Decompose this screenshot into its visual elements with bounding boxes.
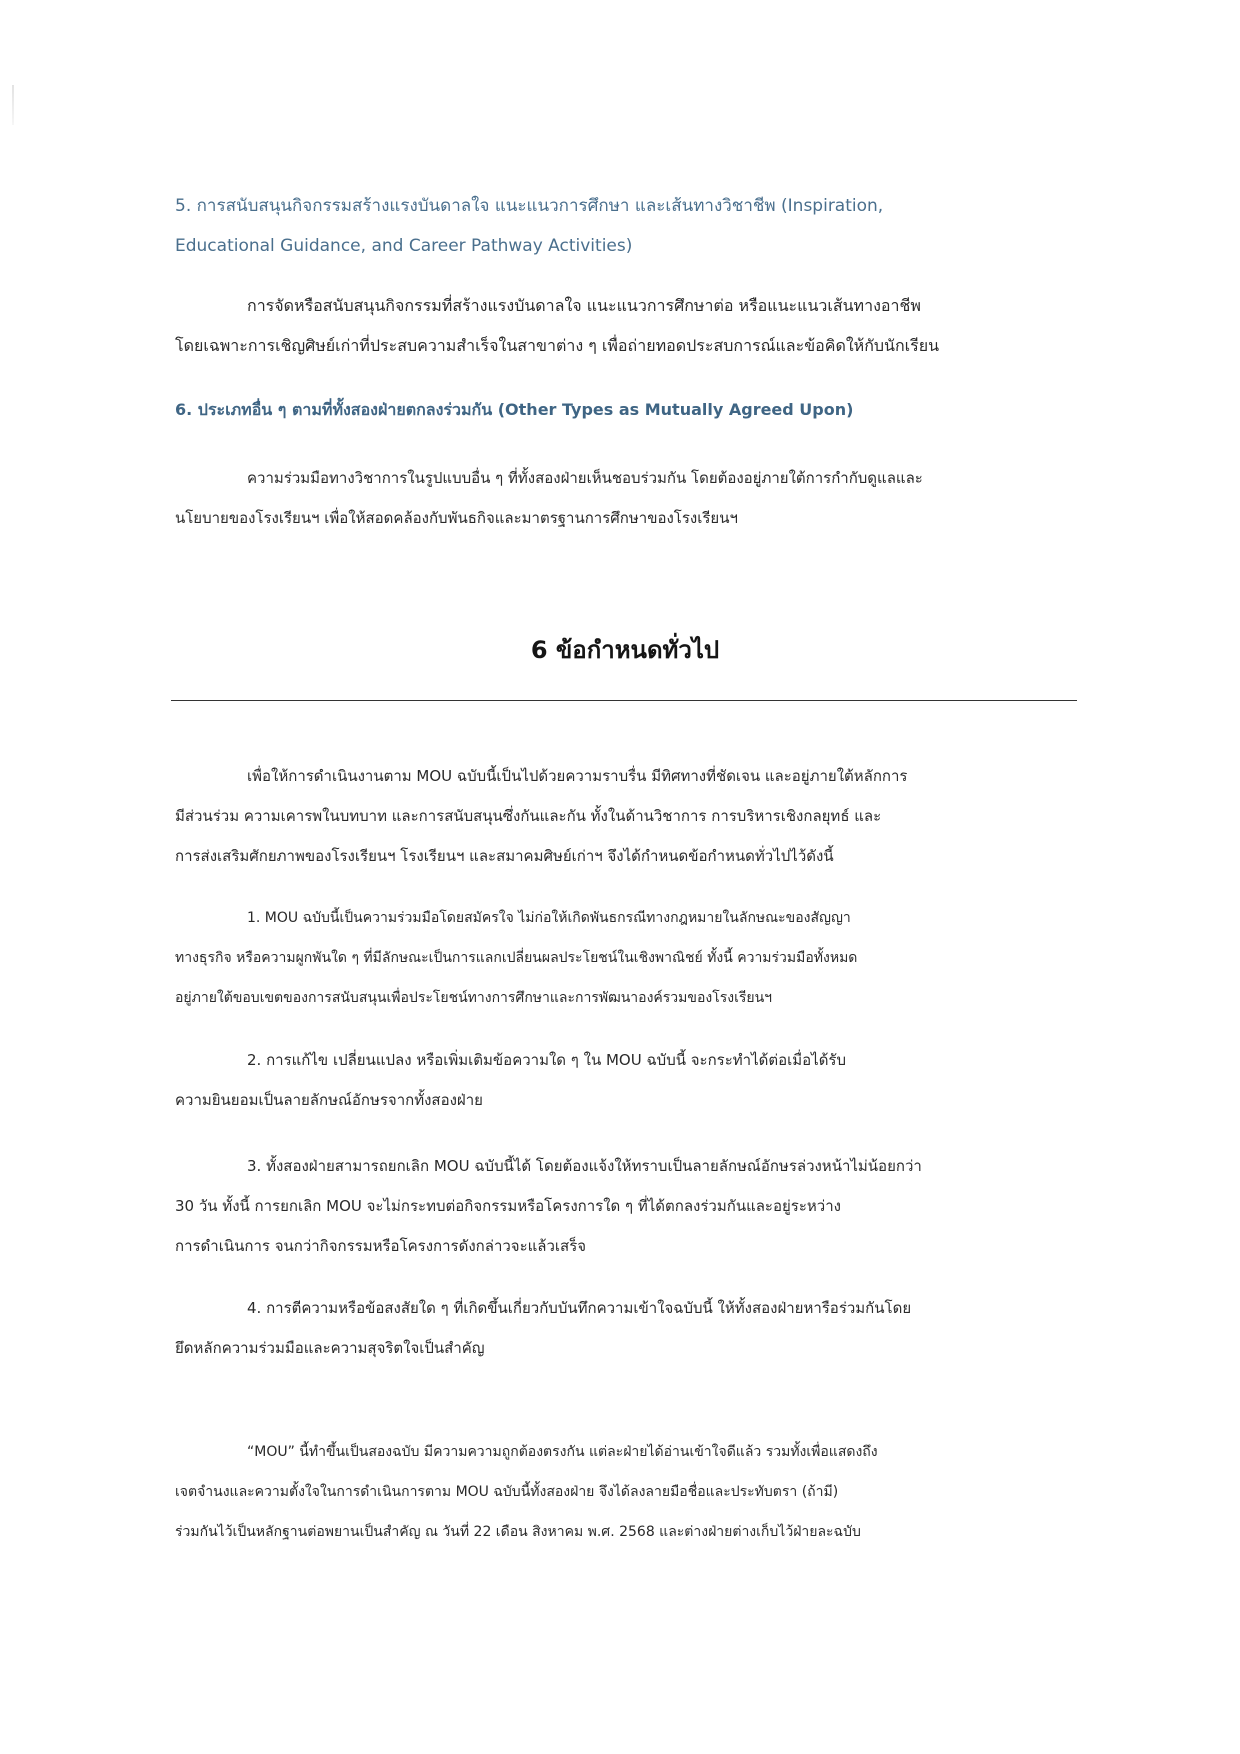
clause-1-line-1: 1. MOU ฉบับนี้เป็นความร่วมมือโดยสมัครใจ ไม่ก่อให้เกิดพันธกรณีทางกฎหมายในลักษณะของสัญญา [247, 910, 851, 926]
clause-3 [175, 1146, 1075, 1266]
clause-2-line-1: 2. การแก้ไข เปลี่ยนแปลง หรือเพิ่มเติมข้อความใด ๆ ใน MOU ฉบับนี้ จะกระทำได้ต่อเมื่อได้รับ [247, 1051, 847, 1069]
intro-paragraph [175, 756, 1075, 876]
section-5-heading-line-1: 5. การสนับสนุนกิจกรรมสร้างแรงบันดาลใจ แนะแนวการศึกษา และเส้นทางวิชาชีพ (Inspiration, [175, 196, 884, 216]
section-5-paragraph [175, 286, 1075, 366]
clause-1 [175, 898, 1075, 1018]
section-5-paragraph-line-2: โดยเฉพาะการเชิญศิษย์เก่าที่ประสบความสำเร็จในสาขาต่าง ๆ เพื่อถ่ายทอดประสบการณ์และข้อคิดให้กับนักเรียน [175, 336, 940, 355]
section-6-paragraph [175, 458, 1075, 538]
intro-line-3: การส่งเสริมศักยภาพของโรงเรียนฯ โรงเรียนฯ และสมาคมศิษย์เก่าฯ จึงได้กำหนดข้อกำหนดทั่วไปไว้ดังนี้ [175, 847, 834, 865]
intro-line-1: เพื่อให้การดำเนินงานตาม MOU ฉบับนี้เป็นไปด้วยความราบรื่น มีทิศทางที่ชัดเจน และอยู่ภายใต้หลักการ [247, 767, 908, 785]
title-divider [171, 700, 1077, 701]
section-6-heading [175, 390, 1075, 430]
clause-4-line-1: 4. การตีความหรือข้อสงสัยใด ๆ ที่เกิดขึ้นเกี่ยวกับบันทึกความเข้าใจฉบับนี้ ให้ทั้งสองฝ่ายหารือร่วมกันโดย [247, 1299, 912, 1317]
section-5-heading [175, 186, 1075, 266]
general-provisions-title: 6 ข้อกำหนดทั่วไป [530, 636, 720, 664]
closing-line-3: ร่วมกันไว้เป็นหลักฐานต่อพยานเป็นสำคัญ ณ วันที่ 22 เดือน สิงหาคม พ.ศ. 2568 และต่างฝ่ายต่างเก็บไว้ฝ่ายละฉบับ [175, 1524, 861, 1540]
clause-3-line-1: 3. ทั้งสองฝ่ายสามารถยกเลิก MOU ฉบับนี้ได้ โดยต้องแจ้งให้ทราบเป็นลายลักษณ์อักษรล่วงหน้าไม่น้อยกว่า [247, 1157, 922, 1175]
clause-4 [175, 1288, 1075, 1368]
closing-paragraph [175, 1432, 1075, 1552]
section-6-paragraph-line-1: ความร่วมมือทางวิชาการในรูปแบบอื่น ๆ ที่ทั้งสองฝ่ายเห็นชอบร่วมกัน โดยต้องอยู่ภายใต้การกำกับดูแลและ [247, 469, 923, 487]
section-6-paragraph-line-2: นโยบายของโรงเรียนฯ เพื่อให้สอดคล้องกับพันธกิจและมาตรฐานการศึกษาของโรงเรียนฯ [175, 509, 738, 527]
clause-1-line-3: อยู่ภายใต้ขอบเขตของการสนับสนุนเพื่อประโยชน์ทางการศึกษาและการพัฒนาองค์รวมของโรงเรียนฯ [175, 990, 773, 1006]
closing-line-1: “MOU” นี้ทำขึ้นเป็นสองฉบับ มีความความถูกต้องตรงกัน แต่ละฝ่ายได้อ่านเข้าใจดีแล้ว รวมทั้งเพื่อแสดงถึง [247, 1444, 878, 1460]
section-5-paragraph-line-1: การจัดหรือสนับสนุนกิจกรรมที่สร้างแรงบันดาลใจ แนะแนวการศึกษาต่อ หรือแนะแนวเส้นทางอาชีพ [247, 296, 921, 315]
clause-3-line-2: 30 วัน ทั้งนี้ การยกเลิก MOU จะไม่กระทบต่อกิจกรรมหรือโครงการใด ๆ ที่ได้ตกลงร่วมกันและอยู่ระหว่าง [175, 1197, 841, 1215]
clause-1-line-2: ทางธุรกิจ หรือความผูกพันใด ๆ ที่มีลักษณะเป็นการแลกเปลี่ยนผลประโยชน์ในเชิงพาณิชย์ ทั้งนี้ ความร่วมมือทั้งหมด [175, 950, 858, 966]
section-5-heading-line-2: Educational Guidance, and Career Pathway Activities) [175, 236, 633, 256]
clause-3-line-3: การดำเนินการ จนกว่ากิจกรรมหรือโครงการดังกล่าวจะแล้วเสร็จ [175, 1237, 587, 1255]
intro-line-2: มีส่วนร่วม ความเคารพในบทบาท และการสนับสนุนซึ่งกันและกัน ทั้งในด้านวิชาการ การบริหารเชิงกลยุทธ์ และ [175, 807, 882, 825]
clause-2 [175, 1040, 1075, 1120]
section-6-heading-text: 6. ประเภทอื่น ๆ ตามที่ทั้งสองฝ่ายตกลงร่วมกัน (Other Types as Mutually Agreed Upon) [175, 400, 854, 419]
clause-2-line-2: ความยินยอมเป็นลายลักษณ์อักษรจากทั้งสองฝ่าย [175, 1091, 483, 1109]
closing-line-2: เจตจำนงและความตั้งใจในการดำเนินการตาม MOU ฉบับนี้ทั้งสองฝ่าย จึงได้ลงลายมือชื่อและประทับตรา (ถ้ามี) [175, 1484, 839, 1500]
clause-4-line-2: ยึดหลักความร่วมมือและความสุจริตใจเป็นสำคัญ [175, 1339, 485, 1357]
scan-artifact [12, 85, 14, 125]
